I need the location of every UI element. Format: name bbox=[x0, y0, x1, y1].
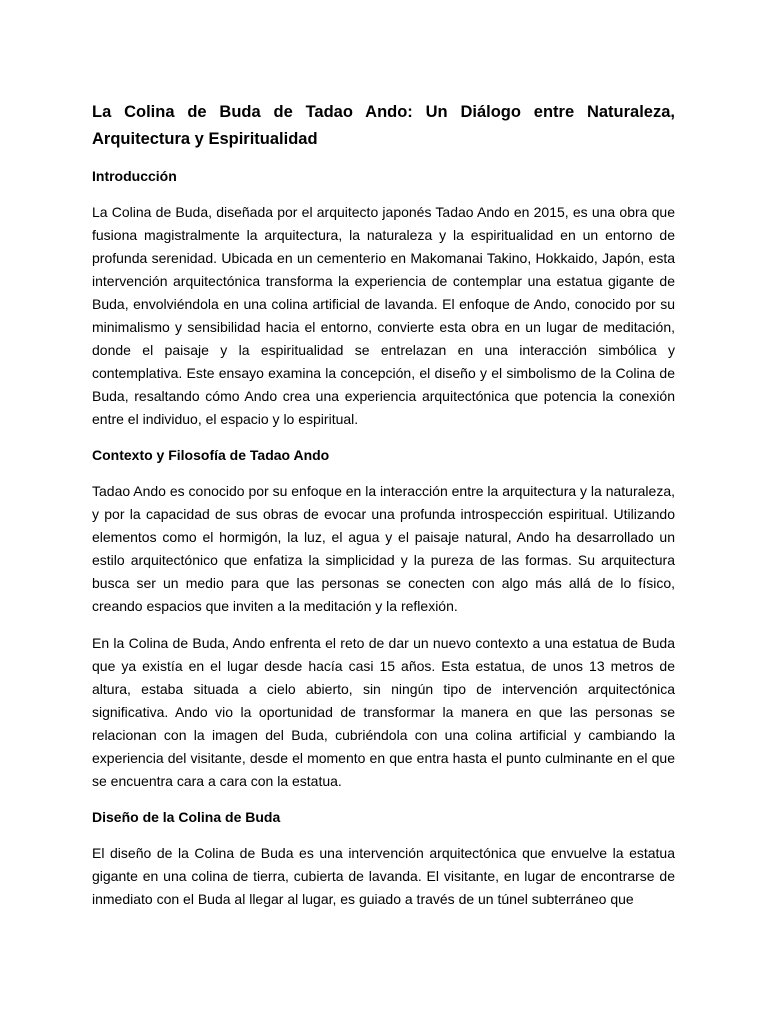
paragraph: Tadao Ando es conocido por su enfoque en la interacción entre la arquitectura y la naturaleza, y por la capacidad de sus obras de evocar una profunda introspección espiritual. Utilizando elementos como el hormigón, la luz, el agua y el paisaje natural, Ando ha desarrollado un estilo arquitectónico que enfatiza la simplicidad y la pureza de las formas. Su arquitectura busca ser un medio para que las personas se conecten con algo más allá de lo físico, creando espacios que inviten a la meditación y la reflexión. bbox=[92, 483, 675, 614]
paragraph: La Colina de Buda, diseñada por el arquitecto japonés Tadao Ando en 2015, es una obra que fusiona magistralmente la arquitectura, la naturaleza y la espiritualidad en un entorno de profunda serenidad. Ubicada en un cementerio en Makomanai Takino, Hokkaido, Japón, esta intervención arquitectónica transforma la experiencia de contemplar una estatua gigante de Buda, envolviéndola en una colina artificial de lavanda. El enfoque de Ando, conocido por su minimalismo y sensibilidad hacia el entorno, convierte esta obra en un lugar de meditación, donde el paisaje y la espiritualidad se entrelazan en una interacción simbólica y contemplativa. Este ensayo examina la concepción, el diseño y el simbolismo de la Colina de Buda, resaltando cómo Ando crea una experiencia arquitectónica que potencia la conexión entre el individuo, el espacio y lo espiritual. bbox=[92, 204, 675, 427]
section-heading: Contexto y Filosofía de Tadao Ando bbox=[92, 447, 330, 463]
paragraph: El diseño de la Colina de Buda es una intervención arquitectónica que envuelve la estatua gigante en una colina de tierra, cubierta de lavanda. El visitante, en lugar de encontrarse de inmediato con el Buda al llegar al lugar, es guiado a través de un túnel subterráneo que bbox=[92, 845, 675, 907]
document-title: La Colina de Buda de Tadao Ando: Un Diálogo entre Naturaleza, Arquitectura y Espiritualidad bbox=[92, 103, 675, 148]
section-context bbox=[92, 444, 675, 793]
section-introduction bbox=[92, 165, 675, 431]
paragraph: En la Colina de Buda, Ando enfrenta el reto de dar un nuevo contexto a una estatua de Buda que ya existía en el lugar desde hacía casi 15 años. Esta estatua, de unos 13 metros de altura, estaba situada a cielo abierto, sin ningún tipo de intervención arquitectónica significativa. Ando vio la oportunidad de transformar la manera en que las personas se relacionan con la imagen del Buda, cubriéndola con una colina artificial y cambiando la experiencia del visitante, desde el momento en que entra hasta el punto culminante en el que se encuentra cara a cara con la estatua. bbox=[92, 635, 675, 789]
section-heading: Diseño de la Colina de Buda bbox=[92, 809, 281, 825]
section-design bbox=[92, 806, 675, 911]
section-heading: Introducción bbox=[92, 168, 177, 184]
